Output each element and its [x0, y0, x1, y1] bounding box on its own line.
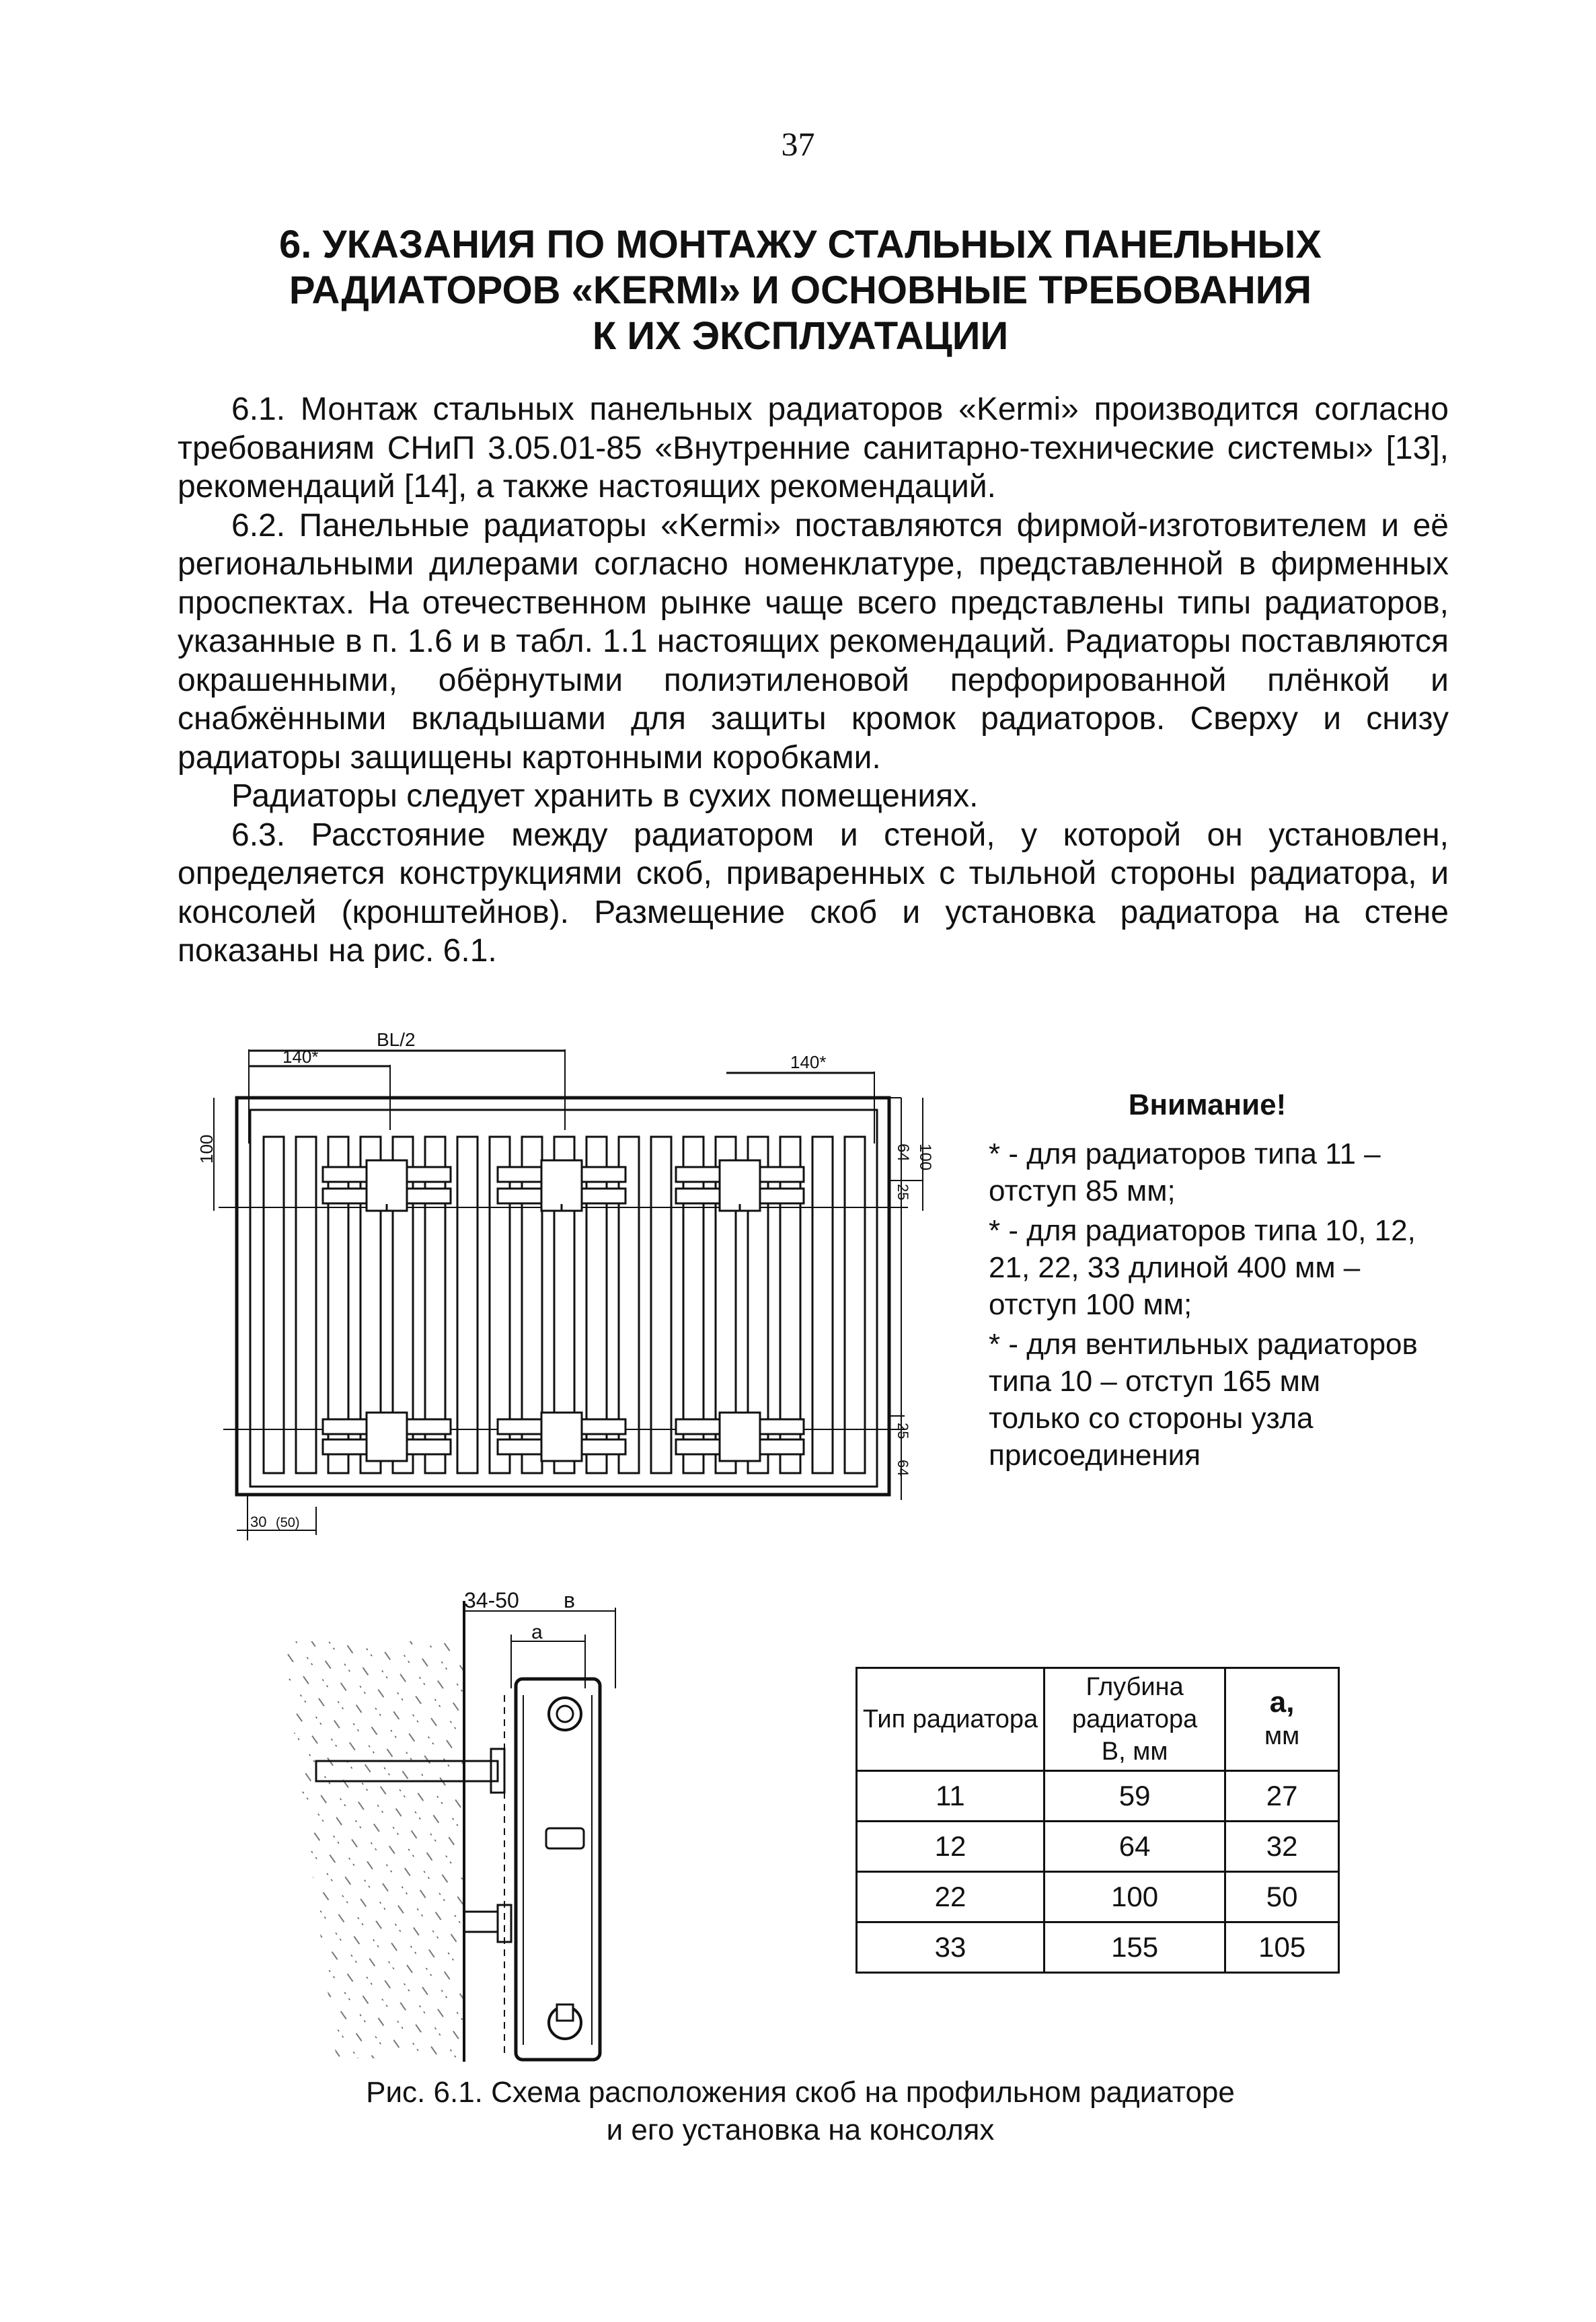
side-view-dimension-labels — [464, 1588, 575, 1643]
label-34-50: 34-50 — [464, 1588, 519, 1612]
figure-caption — [202, 2074, 1399, 2149]
cell-depth: 100 — [1044, 1872, 1225, 1922]
table-header-row — [857, 1668, 1339, 1771]
bracket-top-right — [676, 1160, 804, 1211]
header-a-letter: а, — [1269, 1686, 1295, 1719]
table-row — [857, 1822, 1339, 1872]
label-140-left: 140* — [282, 1047, 319, 1067]
notice-item: * - для радиаторов типа 11 – отступ 85 мм; — [989, 1137, 1381, 1207]
title-line: 6. УКАЗАНИЯ ПО МОНТАЖУ СТАЛЬНЫХ ПАНЕЛЬНЫХ — [279, 223, 1322, 266]
radiator-side-view — [282, 1601, 615, 2062]
label-140-right: 140* — [790, 1052, 827, 1072]
section-title — [161, 222, 1439, 359]
caption-line: и его установка на консолях — [606, 2113, 995, 2146]
paragraph-6-2: 6.2. Панельные радиаторы «Kermi» поставляются фирмой-изготовителем и её региональными дилерами согласно номенклатуре, представленной в фирменных проспектах. На отечественном рынке чаще всего представлены типы радиаторов, указанные в п. 1.6 и в табл. 1.1 настоящих рекомендаций. Радиаторы поставляются окрашенными, обёрнутыми полиэтиленовой перфорированной плёнкой и снабжёнными вкладышами для защиты кромок радиаторов. Сверху и снизу радиаторы защищены картонными коробками. — [178, 507, 1449, 776]
cell-depth: 59 — [1044, 1771, 1225, 1822]
table-row — [857, 1771, 1339, 1822]
table-row — [857, 1922, 1339, 1973]
label-50: (50) — [276, 1515, 300, 1530]
wall-hatching — [282, 1641, 464, 2058]
bracket-bottom-right — [676, 1413, 804, 1461]
label-bl2: BL/2 — [377, 1029, 416, 1050]
title-line: К ИХ ЭКСПЛУАТАЦИИ — [592, 314, 1009, 358]
caption-line: Рис. 6.1. Схема расположения скоб на профильном радиаторе — [366, 2076, 1235, 2109]
label-25-top: 25 — [895, 1184, 911, 1201]
header-a-unit: мм — [1264, 1722, 1300, 1750]
cell-type: 22 — [857, 1872, 1044, 1922]
title-line: РАДИАТОРОВ «KERMI» И ОСНОВНЫЕ ТРЕБОВАНИЯ — [289, 268, 1312, 312]
bracket-top-left — [323, 1160, 451, 1211]
radiator-depth-table — [856, 1667, 1340, 1974]
header-a — [1225, 1668, 1339, 1771]
notice-title: Внимание! — [1128, 1088, 1287, 1121]
label-b: в — [564, 1588, 575, 1612]
radiator-front-view — [214, 1049, 923, 1540]
header-type: Тип радиатора — [857, 1668, 1044, 1771]
paragraph-6-3: 6.3. Расстояние между радиатором и стеной, у которой он установлен, определяется конструкциями скоб, приваренных с тыльной стороны радиатора, и консолей (кронштейнов). Размещение скоб и установка радиатора на стене показаны на рис. 6.1. — [178, 817, 1449, 969]
cell-type: 12 — [857, 1822, 1044, 1872]
notice-item: * - для вентильных радиаторов типа 10 – отступ 165 мм только со стороны узла присоединения — [989, 1328, 1418, 1472]
label-64-bottom: 64 — [895, 1460, 911, 1476]
cell-depth: 64 — [1044, 1822, 1225, 1872]
page-number: 37 — [781, 125, 815, 163]
label-64-top: 64 — [894, 1144, 912, 1162]
cell-a: 50 — [1225, 1872, 1339, 1922]
table-row — [857, 1872, 1339, 1922]
cell-depth: 155 — [1044, 1922, 1225, 1973]
paragraph-6-1: 6.1. Монтаж стальных панельных радиаторов «Kermi» производится согласно требованиям СНиП 3.05.01-85 «Внутренние санитарно-технические системы» [13], рекомендаций [14], а также настоящих рекомендаций. — [178, 391, 1449, 504]
label-25-bottom: 25 — [895, 1423, 911, 1439]
bracket-bottom-left — [323, 1413, 451, 1461]
body-text — [178, 390, 1449, 971]
label-a: a — [531, 1621, 543, 1643]
header-depth-unit: В, мм — [1101, 1737, 1168, 1766]
bottom-console — [464, 1912, 498, 1932]
cell-type: 33 — [857, 1922, 1044, 1973]
paragraph-storage: Радиаторы следует хранить в сухих помещениях. — [231, 778, 979, 814]
radiator-side-profile — [516, 1679, 600, 2060]
label-100-right: 100 — [916, 1144, 934, 1171]
label-30: 30 — [250, 1513, 267, 1530]
cell-type: 11 — [857, 1771, 1044, 1822]
header-depth — [1044, 1668, 1225, 1771]
label-100-left: 100 — [196, 1134, 217, 1164]
cell-a: 32 — [1225, 1822, 1339, 1872]
header-depth-text: Глубина радиатора — [1071, 1673, 1198, 1733]
notice-item: * - для радиаторов типа 10, 12, 21, 22, 33 длиной 400 мм – отступ 100 мм; — [989, 1214, 1416, 1321]
cell-a: 105 — [1225, 1922, 1339, 1973]
notice-box — [989, 1086, 1419, 1476]
cell-a: 27 — [1225, 1771, 1339, 1822]
